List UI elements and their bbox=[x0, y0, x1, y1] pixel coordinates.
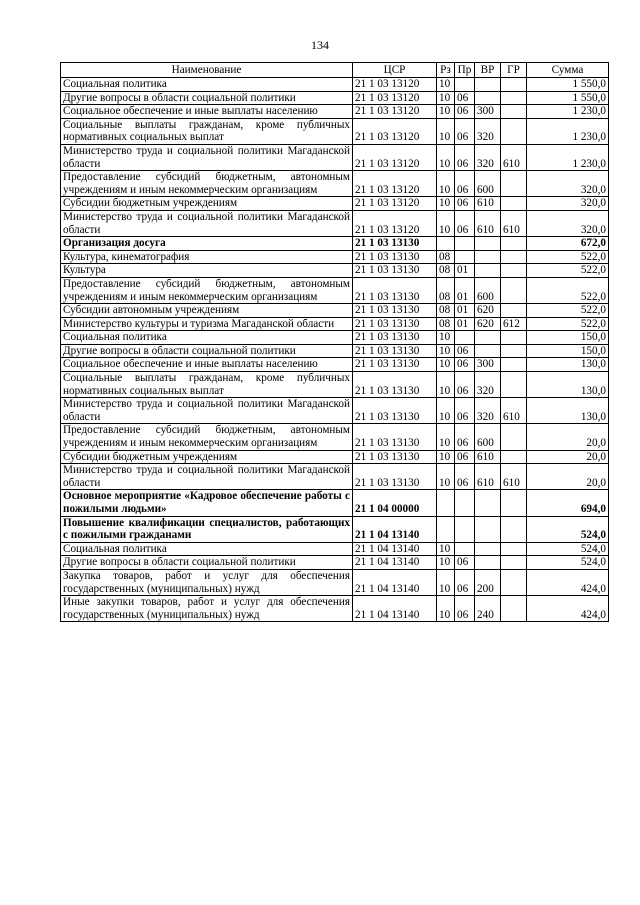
cell-gr bbox=[501, 358, 527, 372]
cell-csr: 21 1 03 13130 bbox=[353, 424, 437, 450]
header-vr: ВР bbox=[475, 63, 501, 78]
cell-gr bbox=[501, 171, 527, 197]
cell-pr: 06 bbox=[455, 105, 475, 119]
cell-gr bbox=[501, 264, 527, 278]
cell-pr: 01 bbox=[455, 277, 475, 303]
table-row bbox=[61, 171, 609, 197]
cell-name: Социальная политика bbox=[61, 331, 353, 345]
cell-gr bbox=[501, 556, 527, 570]
cell-pr: 06 bbox=[455, 344, 475, 358]
cell-sum: 524,0 bbox=[527, 556, 609, 570]
cell-vr bbox=[475, 516, 501, 542]
cell-vr bbox=[475, 78, 501, 92]
cell-pr: 06 bbox=[455, 171, 475, 197]
cell-pr bbox=[455, 78, 475, 92]
cell-csr: 21 1 03 13120 bbox=[353, 105, 437, 119]
cell-gr bbox=[501, 78, 527, 92]
cell-csr: 21 1 03 13120 bbox=[353, 91, 437, 105]
cell-rz: 10 bbox=[437, 464, 455, 490]
cell-name: Социальная политика bbox=[61, 78, 353, 92]
cell-rz: 08 bbox=[437, 250, 455, 264]
cell-gr: 610 bbox=[501, 398, 527, 424]
cell-csr: 21 1 03 13130 bbox=[353, 358, 437, 372]
cell-gr bbox=[501, 596, 527, 622]
cell-gr bbox=[501, 424, 527, 450]
cell-vr: 320 bbox=[475, 398, 501, 424]
table-row bbox=[61, 237, 609, 251]
cell-rz: 10 bbox=[437, 118, 455, 144]
cell-csr: 21 1 03 13130 bbox=[353, 331, 437, 345]
cell-csr: 21 1 03 13130 bbox=[353, 250, 437, 264]
cell-name: Министерство труда и социальной политики Магаданской области bbox=[61, 210, 353, 236]
cell-csr: 21 1 03 13130 bbox=[353, 450, 437, 464]
cell-rz: 10 bbox=[437, 358, 455, 372]
header-gr: ГР bbox=[501, 63, 527, 78]
cell-gr: 610 bbox=[501, 144, 527, 170]
table-row bbox=[61, 105, 609, 119]
cell-sum: 1 230,0 bbox=[527, 144, 609, 170]
cell-csr: 21 1 03 13130 bbox=[353, 264, 437, 278]
cell-name: Предоставление субсидий бюджетным, автономным учреждениям и иным некоммерческим организациям bbox=[61, 171, 353, 197]
cell-gr bbox=[501, 344, 527, 358]
cell-csr: 21 1 04 13140 bbox=[353, 542, 437, 556]
table-row bbox=[61, 372, 609, 398]
cell-name: Культура bbox=[61, 264, 353, 278]
cell-rz: 10 bbox=[437, 344, 455, 358]
cell-vr bbox=[475, 237, 501, 251]
cell-pr bbox=[455, 237, 475, 251]
cell-name: Предоставление субсидий бюджетным, автономным учреждениям и иным некоммерческим организациям bbox=[61, 424, 353, 450]
cell-name: Социальное обеспечение и иные выплаты населению bbox=[61, 358, 353, 372]
cell-csr: 21 1 04 13140 bbox=[353, 596, 437, 622]
cell-rz bbox=[437, 490, 455, 516]
cell-name: Предоставление субсидий бюджетным, автономным учреждениям и иным некоммерческим организациям bbox=[61, 277, 353, 303]
cell-gr: 610 bbox=[501, 464, 527, 490]
table-row bbox=[61, 210, 609, 236]
cell-csr: 21 1 03 13130 bbox=[353, 237, 437, 251]
cell-gr: 610 bbox=[501, 210, 527, 236]
cell-pr bbox=[455, 542, 475, 556]
cell-csr: 21 1 04 13140 bbox=[353, 569, 437, 595]
cell-name: Повышение квалификации специалистов, работающих с пожилыми гражданами bbox=[61, 516, 353, 542]
cell-vr bbox=[475, 331, 501, 345]
cell-csr: 21 1 04 13140 bbox=[353, 556, 437, 570]
header-name: Наименование bbox=[61, 63, 353, 78]
page-number: 134 bbox=[311, 38, 329, 52]
table-row bbox=[61, 304, 609, 318]
cell-sum: 150,0 bbox=[527, 331, 609, 345]
cell-vr: 610 bbox=[475, 450, 501, 464]
cell-gr: 612 bbox=[501, 317, 527, 331]
table-row bbox=[61, 490, 609, 516]
table-row bbox=[61, 556, 609, 570]
cell-name: Субсидии автономным учреждениям bbox=[61, 304, 353, 318]
cell-csr: 21 1 03 13120 bbox=[353, 144, 437, 170]
cell-vr: 300 bbox=[475, 358, 501, 372]
cell-name: Другие вопросы в области социальной политики bbox=[61, 344, 353, 358]
cell-name: Социальные выплаты гражданам, кроме публичных нормативных социальных выплат bbox=[61, 118, 353, 144]
cell-name: Культура, кинематография bbox=[61, 250, 353, 264]
cell-sum: 130,0 bbox=[527, 398, 609, 424]
cell-csr: 21 1 04 13140 bbox=[353, 516, 437, 542]
cell-vr: 320 bbox=[475, 372, 501, 398]
cell-gr bbox=[501, 372, 527, 398]
cell-rz: 10 bbox=[437, 569, 455, 595]
cell-pr: 01 bbox=[455, 264, 475, 278]
cell-csr: 21 1 03 13130 bbox=[353, 304, 437, 318]
cell-pr: 06 bbox=[455, 358, 475, 372]
cell-rz: 10 bbox=[437, 542, 455, 556]
cell-rz: 10 bbox=[437, 78, 455, 92]
cell-rz: 10 bbox=[437, 556, 455, 570]
table-row bbox=[61, 277, 609, 303]
cell-sum: 522,0 bbox=[527, 277, 609, 303]
table-row bbox=[61, 424, 609, 450]
table-header-row bbox=[61, 63, 609, 78]
header-pr: Пр bbox=[455, 63, 475, 78]
cell-sum: 424,0 bbox=[527, 596, 609, 622]
budget-table bbox=[60, 62, 609, 622]
cell-vr bbox=[475, 490, 501, 516]
cell-name: Закупка товаров, работ и услуг для обеспечения государственных (муниципальных) нужд bbox=[61, 569, 353, 595]
cell-vr bbox=[475, 556, 501, 570]
cell-vr: 610 bbox=[475, 464, 501, 490]
table-row bbox=[61, 331, 609, 345]
cell-rz: 10 bbox=[437, 197, 455, 211]
cell-sum: 320,0 bbox=[527, 197, 609, 211]
cell-rz: 08 bbox=[437, 264, 455, 278]
cell-gr bbox=[501, 542, 527, 556]
cell-sum: 20,0 bbox=[527, 424, 609, 450]
cell-gr bbox=[501, 91, 527, 105]
cell-pr: 06 bbox=[455, 91, 475, 105]
cell-rz: 10 bbox=[437, 171, 455, 197]
cell-csr: 21 1 03 13130 bbox=[353, 372, 437, 398]
cell-vr: 610 bbox=[475, 210, 501, 236]
cell-name: Министерство культуры и туризма Магаданской области bbox=[61, 317, 353, 331]
cell-pr bbox=[455, 331, 475, 345]
cell-sum: 1 230,0 bbox=[527, 118, 609, 144]
cell-gr bbox=[501, 105, 527, 119]
cell-vr: 240 bbox=[475, 596, 501, 622]
cell-csr: 21 1 03 13130 bbox=[353, 317, 437, 331]
cell-sum: 320,0 bbox=[527, 171, 609, 197]
table-row bbox=[61, 118, 609, 144]
cell-pr: 06 bbox=[455, 118, 475, 144]
cell-rz: 08 bbox=[437, 317, 455, 331]
cell-rz: 10 bbox=[437, 372, 455, 398]
cell-gr bbox=[501, 490, 527, 516]
cell-sum: 522,0 bbox=[527, 304, 609, 318]
cell-csr: 21 1 03 13130 bbox=[353, 464, 437, 490]
cell-rz: 08 bbox=[437, 304, 455, 318]
cell-gr bbox=[501, 569, 527, 595]
cell-sum: 524,0 bbox=[527, 542, 609, 556]
cell-vr: 320 bbox=[475, 118, 501, 144]
cell-pr: 06 bbox=[455, 210, 475, 236]
cell-rz: 10 bbox=[437, 331, 455, 345]
cell-vr: 320 bbox=[475, 144, 501, 170]
cell-name: Министерство труда и социальной политики Магаданской области bbox=[61, 464, 353, 490]
cell-gr bbox=[501, 331, 527, 345]
cell-rz: 10 bbox=[437, 210, 455, 236]
cell-pr bbox=[455, 250, 475, 264]
cell-name: Субсидии бюджетным учреждениям bbox=[61, 197, 353, 211]
cell-sum: 320,0 bbox=[527, 210, 609, 236]
cell-name: Социальное обеспечение и иные выплаты населению bbox=[61, 105, 353, 119]
cell-rz: 10 bbox=[437, 450, 455, 464]
table-row bbox=[61, 464, 609, 490]
table-row bbox=[61, 569, 609, 595]
cell-pr bbox=[455, 490, 475, 516]
cell-pr: 01 bbox=[455, 304, 475, 318]
cell-rz bbox=[437, 516, 455, 542]
table-row bbox=[61, 596, 609, 622]
header-sum: Сумма bbox=[527, 63, 609, 78]
cell-csr: 21 1 03 13130 bbox=[353, 344, 437, 358]
cell-sum: 20,0 bbox=[527, 450, 609, 464]
cell-name: Основное мероприятие «Кадровое обеспечение работы с пожилыми людьми» bbox=[61, 490, 353, 516]
table-row bbox=[61, 542, 609, 556]
cell-sum: 694,0 bbox=[527, 490, 609, 516]
cell-gr bbox=[501, 197, 527, 211]
cell-pr: 06 bbox=[455, 144, 475, 170]
cell-vr bbox=[475, 250, 501, 264]
cell-sum: 130,0 bbox=[527, 358, 609, 372]
cell-csr: 21 1 03 13120 bbox=[353, 118, 437, 144]
cell-sum: 150,0 bbox=[527, 344, 609, 358]
cell-sum: 130,0 bbox=[527, 372, 609, 398]
cell-rz: 10 bbox=[437, 91, 455, 105]
cell-rz: 10 bbox=[437, 105, 455, 119]
cell-name: Министерство труда и социальной политики Магаданской области bbox=[61, 144, 353, 170]
cell-vr bbox=[475, 264, 501, 278]
cell-sum: 524,0 bbox=[527, 516, 609, 542]
header-rz: Рз bbox=[437, 63, 455, 78]
cell-pr: 06 bbox=[455, 372, 475, 398]
cell-csr: 21 1 04 00000 bbox=[353, 490, 437, 516]
header-csr: ЦСР bbox=[353, 63, 437, 78]
cell-pr: 06 bbox=[455, 556, 475, 570]
cell-gr bbox=[501, 450, 527, 464]
cell-gr bbox=[501, 516, 527, 542]
cell-sum: 1 230,0 bbox=[527, 105, 609, 119]
cell-rz: 10 bbox=[437, 144, 455, 170]
cell-rz: 08 bbox=[437, 277, 455, 303]
cell-csr: 21 1 03 13120 bbox=[353, 171, 437, 197]
cell-vr bbox=[475, 344, 501, 358]
cell-name: Субсидии бюджетным учреждениям bbox=[61, 450, 353, 464]
cell-sum: 1 550,0 bbox=[527, 78, 609, 92]
cell-pr: 06 bbox=[455, 197, 475, 211]
cell-vr bbox=[475, 91, 501, 105]
cell-vr: 600 bbox=[475, 277, 501, 303]
cell-pr bbox=[455, 516, 475, 542]
cell-sum: 672,0 bbox=[527, 237, 609, 251]
table-body bbox=[61, 78, 609, 622]
cell-vr: 610 bbox=[475, 197, 501, 211]
table-row bbox=[61, 197, 609, 211]
cell-vr: 620 bbox=[475, 304, 501, 318]
table-row bbox=[61, 344, 609, 358]
table-row bbox=[61, 358, 609, 372]
cell-sum: 522,0 bbox=[527, 317, 609, 331]
cell-sum: 522,0 bbox=[527, 250, 609, 264]
cell-sum: 1 550,0 bbox=[527, 91, 609, 105]
cell-vr: 600 bbox=[475, 424, 501, 450]
cell-pr: 06 bbox=[455, 424, 475, 450]
cell-rz bbox=[437, 237, 455, 251]
cell-name: Другие вопросы в области социальной политики bbox=[61, 556, 353, 570]
table-row bbox=[61, 450, 609, 464]
table-row bbox=[61, 91, 609, 105]
cell-name: Социальная политика bbox=[61, 542, 353, 556]
cell-pr: 06 bbox=[455, 569, 475, 595]
cell-sum: 424,0 bbox=[527, 569, 609, 595]
cell-vr: 620 bbox=[475, 317, 501, 331]
cell-vr bbox=[475, 542, 501, 556]
cell-pr: 01 bbox=[455, 317, 475, 331]
cell-name: Иные закупки товаров, работ и услуг для обеспечения государственных (муниципальных) нужд bbox=[61, 596, 353, 622]
cell-rz: 10 bbox=[437, 424, 455, 450]
cell-csr: 21 1 03 13120 bbox=[353, 78, 437, 92]
cell-vr: 300 bbox=[475, 105, 501, 119]
cell-pr: 06 bbox=[455, 450, 475, 464]
cell-name: Другие вопросы в области социальной политики bbox=[61, 91, 353, 105]
cell-pr: 06 bbox=[455, 464, 475, 490]
cell-name: Организация досуга bbox=[61, 237, 353, 251]
table-row bbox=[61, 264, 609, 278]
cell-pr: 06 bbox=[455, 398, 475, 424]
cell-vr: 200 bbox=[475, 569, 501, 595]
cell-gr bbox=[501, 250, 527, 264]
cell-csr: 21 1 03 13120 bbox=[353, 210, 437, 236]
table-row bbox=[61, 144, 609, 170]
cell-gr bbox=[501, 277, 527, 303]
cell-sum: 20,0 bbox=[527, 464, 609, 490]
cell-pr: 06 bbox=[455, 596, 475, 622]
table-row bbox=[61, 398, 609, 424]
table-row bbox=[61, 78, 609, 92]
cell-rz: 10 bbox=[437, 398, 455, 424]
cell-name: Министерство труда и социальной политики Магаданской области bbox=[61, 398, 353, 424]
cell-gr bbox=[501, 304, 527, 318]
cell-gr bbox=[501, 237, 527, 251]
cell-vr: 600 bbox=[475, 171, 501, 197]
cell-csr: 21 1 03 13130 bbox=[353, 398, 437, 424]
cell-csr: 21 1 03 13130 bbox=[353, 277, 437, 303]
cell-rz: 10 bbox=[437, 596, 455, 622]
cell-csr: 21 1 03 13120 bbox=[353, 197, 437, 211]
table-row bbox=[61, 516, 609, 542]
cell-name: Социальные выплаты гражданам, кроме публичных нормативных социальных выплат bbox=[61, 372, 353, 398]
table-row bbox=[61, 250, 609, 264]
cell-gr bbox=[501, 118, 527, 144]
table-row bbox=[61, 317, 609, 331]
cell-sum: 522,0 bbox=[527, 264, 609, 278]
